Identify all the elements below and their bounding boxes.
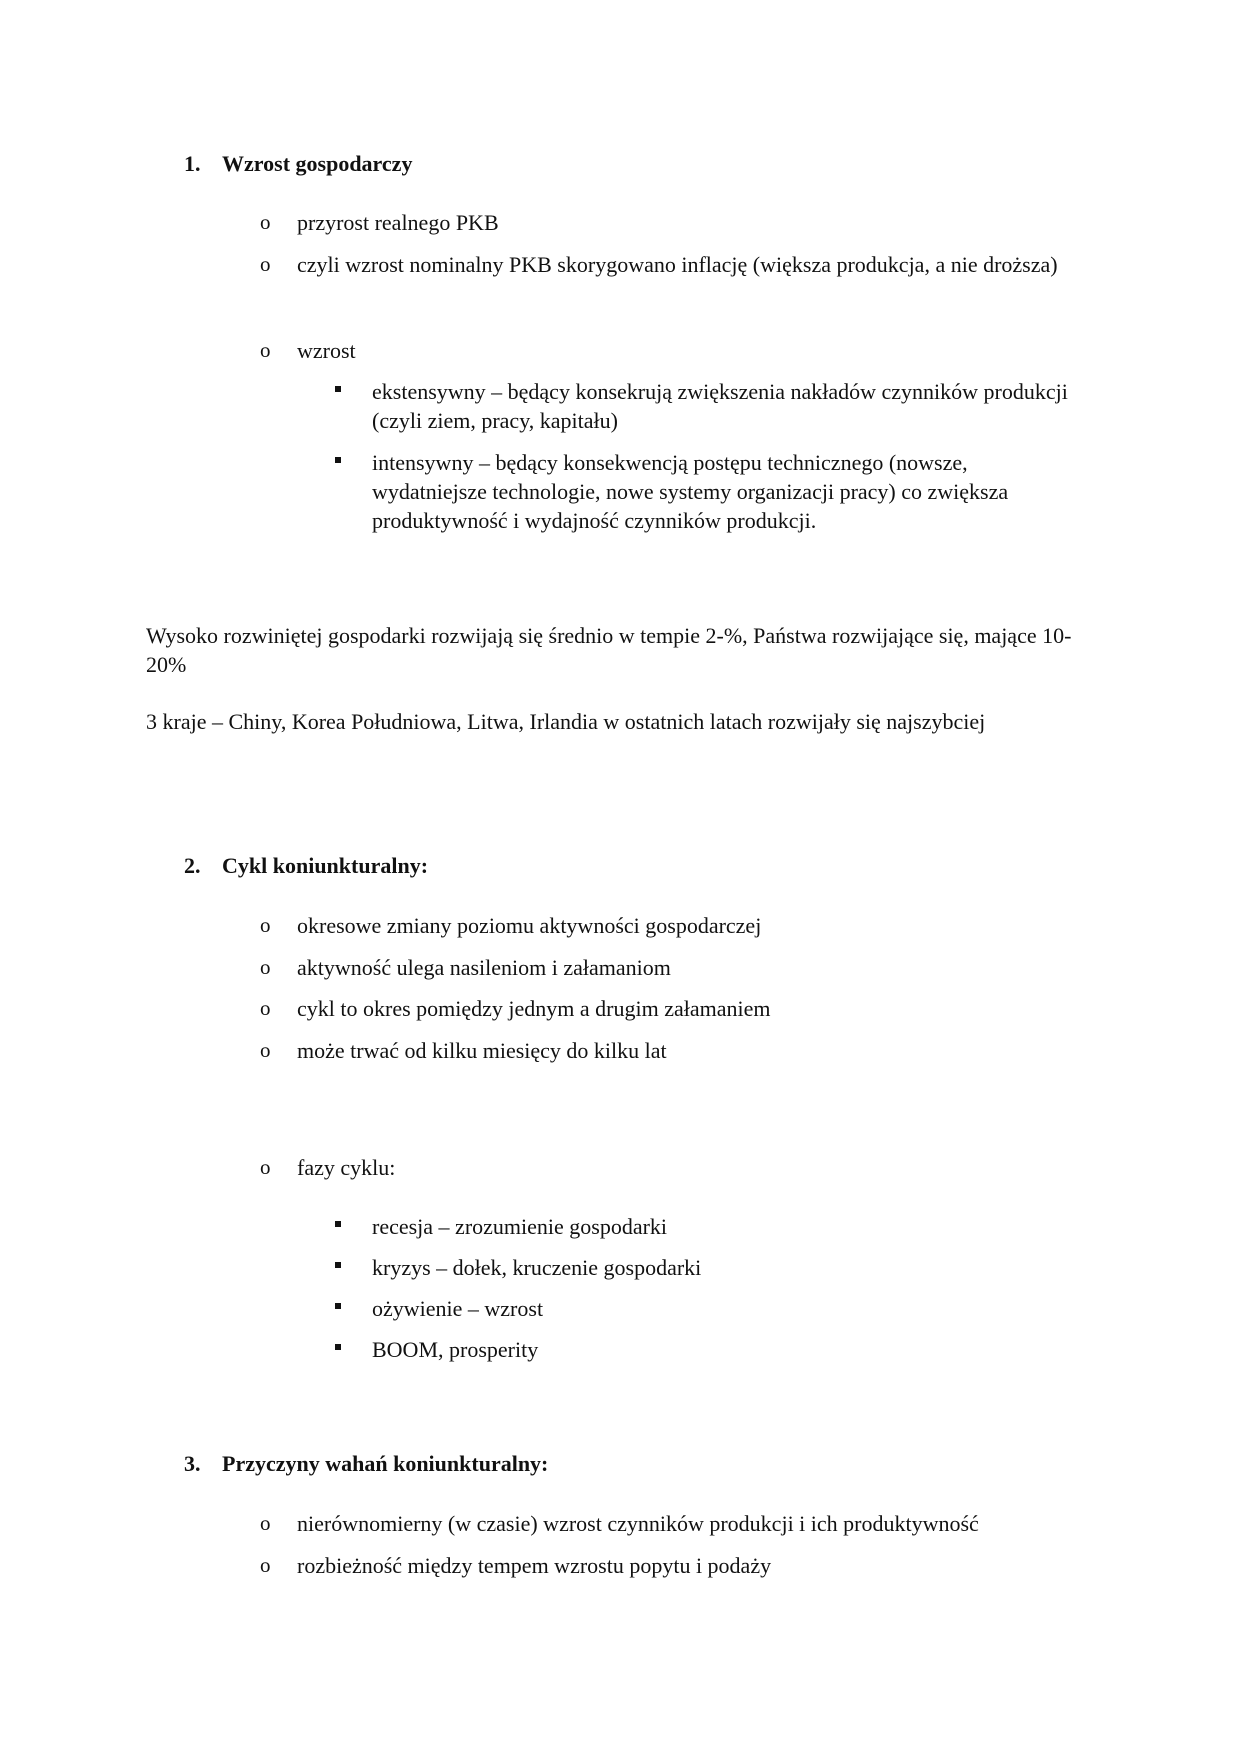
square-bullet-icon [335, 1303, 341, 1309]
section-2-item-4: może trwać od kilku miesięcy do kilku lat [297, 1038, 667, 1063]
bullet-marker: o [260, 1511, 271, 1535]
bullet-marker: o [260, 955, 271, 979]
section-2-subitem-3: ożywienie – wzrost [372, 1296, 544, 1321]
square-bullet-icon [335, 1221, 341, 1227]
section-2-subitem-2: kryzys – dołek, kruczenie gospodarki [372, 1255, 702, 1280]
section-1-title: Wzrost gospodarczy [222, 151, 413, 176]
section-1-item-2: czyli wzrost nominalny PKB skorygowano inflację (większa produkcja, a nie droższa) [297, 252, 1058, 277]
section-1-item-1: przyrost realnego PKB [297, 210, 499, 235]
section-1-subitem-1: ekstensywny – będący konsekrują zwiększenia nakładów czynników produkcji (czyli ziem, pracy, kapitału) [372, 379, 1068, 433]
section-2-number: 2. [184, 853, 201, 878]
bullet-marker: o [260, 913, 271, 937]
section-1-subitem-2: intensywny – będący konsekwencją postępu technicznego (nowsze, wydatniejsze technologie, nowe systemy organizacji pracy) co zwiększa produktywność i wydajność czynników produkcji. [372, 450, 1009, 533]
section-1-item-3: wzrost [297, 338, 356, 363]
bullet-marker: o [260, 1155, 271, 1179]
section-3-item-2: rozbieżność między tempem wzrostu popytu i podaży [297, 1553, 772, 1578]
bullet-marker: o [260, 210, 271, 234]
section-2-item-2: aktywność ulega nasileniom i załamaniom [297, 955, 671, 980]
square-bullet-icon [335, 457, 341, 463]
section-2-subitem-4: BOOM, prosperity [372, 1337, 539, 1362]
section-2-item-5: fazy cyklu: [297, 1155, 396, 1180]
bullet-marker: o [260, 338, 271, 362]
section-2-item-1: okresowe zmiany poziomu aktywności gospodarczej [297, 913, 762, 938]
square-bullet-icon [335, 1262, 341, 1268]
square-bullet-icon [335, 386, 341, 392]
section-2-title: Cykl koniunkturalny: [222, 853, 429, 878]
section-3-title: Przyczyny wahań koniunkturalny: [222, 1451, 549, 1476]
section-3-number: 3. [184, 1451, 201, 1476]
section-2-subitem-1: recesja – zrozumienie gospodarki [372, 1214, 668, 1239]
section-2-item-3: cykl to okres pomiędzy jednym a drugim załamaniem [297, 996, 771, 1021]
bullet-marker: o [260, 996, 271, 1020]
bullet-marker: o [260, 1553, 271, 1577]
paragraph-fastest-countries: 3 kraje – Chiny, Korea Południowa, Litwa, Irlandia w ostatnich latach rozwijały się najszybciej [146, 709, 986, 734]
bullet-marker: o [260, 252, 271, 276]
square-bullet-icon [335, 1344, 341, 1350]
section-1-number: 1. [184, 151, 201, 176]
paragraph-growth-rates: Wysoko rozwiniętej gospodarki rozwijają się średnio w tempie 2-%, Państwa rozwijające się, mające 10-20% [146, 623, 1072, 677]
bullet-marker: o [260, 1038, 271, 1062]
section-3-item-1: nierównomierny (w czasie) wzrost czynników produkcji i ich produktywność [297, 1511, 979, 1536]
